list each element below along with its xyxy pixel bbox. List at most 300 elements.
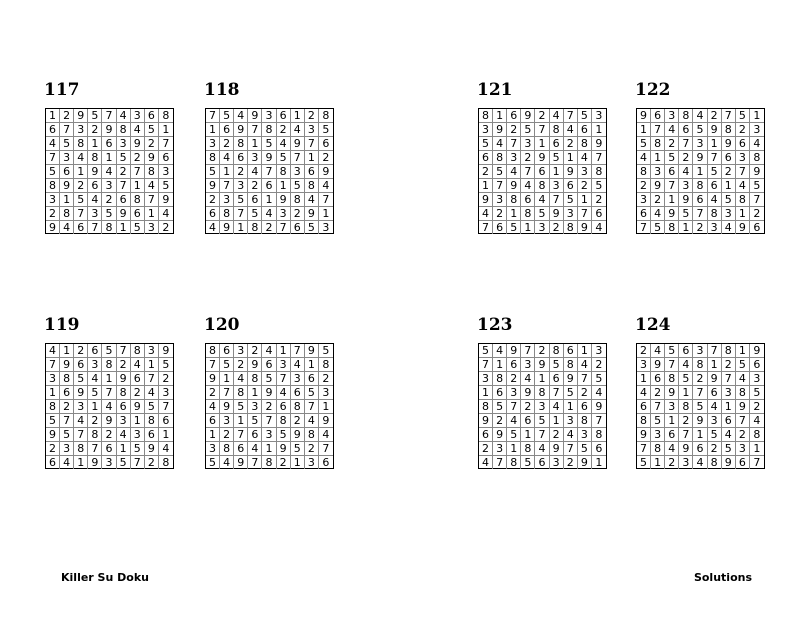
grid-cell: 5 [277, 428, 291, 442]
grid-cell: 6 [262, 179, 276, 193]
grid-cell: 6 [159, 151, 173, 165]
grid-cell: 2 [262, 400, 276, 414]
grid-cell: 5 [535, 414, 549, 428]
grid-cell: 4 [507, 165, 521, 179]
grid-cell: 7 [248, 123, 262, 137]
grid-cell: 9 [145, 151, 159, 165]
grid-cell: 8 [479, 109, 493, 123]
grid-cell: 6 [578, 400, 592, 414]
grid-cell: 5 [206, 165, 220, 179]
grid-cell: 2 [131, 386, 145, 400]
grid-cell: 9 [651, 179, 665, 193]
grid-cell: 1 [722, 400, 736, 414]
grid-cell: 3 [319, 386, 333, 400]
grid-cell: 4 [651, 344, 665, 358]
grid-cell: 5 [159, 358, 173, 372]
grid-cell: 7 [708, 151, 722, 165]
puzzle-number: 118 [204, 80, 240, 100]
grid-cell: 6 [262, 358, 276, 372]
grid-cell: 2 [479, 442, 493, 456]
grid-cell: 6 [665, 428, 679, 442]
grid-cell: 3 [88, 207, 102, 221]
grid-cell: 3 [145, 221, 159, 234]
grid-cell: 5 [102, 344, 116, 358]
grid-cell: 2 [220, 428, 234, 442]
grid-cell: 4 [595, 221, 603, 234]
grid-cell: 7 [262, 165, 276, 179]
grid-cell: 4 [291, 358, 305, 372]
puzzle-number: 124 [635, 315, 671, 335]
grid-cell: 3 [637, 193, 651, 207]
grid-cell: 1 [708, 358, 722, 372]
puzzle-number: 119 [44, 315, 80, 335]
grid-cell: 4 [479, 207, 493, 221]
grid-cell: 3 [679, 179, 693, 193]
grid-cell: 4 [665, 123, 679, 137]
grid-cell: 6 [564, 344, 578, 358]
grid-cell: 3 [248, 400, 262, 414]
grid-cell: 7 [88, 442, 102, 456]
grid-cell: 3 [117, 137, 131, 151]
grid-cell: 7 [708, 344, 722, 358]
grid-cell: 4 [493, 137, 507, 151]
grid-cell: 1 [479, 386, 493, 400]
grid-cell: 1 [679, 386, 693, 400]
grid-cell: 3 [493, 442, 507, 456]
grid-cell: 9 [319, 165, 333, 179]
grid-cell: 7 [262, 414, 276, 428]
grid-cell: 8 [535, 386, 549, 400]
grid-cell: 1 [550, 165, 564, 179]
grid-cell: 6 [102, 137, 116, 151]
grid-cell: 8 [262, 456, 276, 469]
grid-cell: 3 [88, 358, 102, 372]
grid-cell: 7 [521, 344, 535, 358]
grid-cell: 9 [493, 428, 507, 442]
grid-cell: 3 [220, 414, 234, 428]
grid-cell: 2 [60, 109, 74, 123]
grid-cell: 7 [535, 428, 549, 442]
sudoku-grid [205, 343, 334, 469]
grid-cell: 6 [521, 193, 535, 207]
grid-cell: 3 [651, 428, 665, 442]
grid-cell: 5 [651, 414, 665, 428]
grid-cell: 3 [550, 179, 564, 193]
grid-cell: 8 [665, 372, 679, 386]
grid-cell: 2 [578, 179, 592, 193]
grid-cell: 7 [74, 428, 88, 442]
grid-cell: 7 [693, 386, 707, 400]
grid-cell: 8 [234, 386, 248, 400]
grid-cell: 2 [220, 137, 234, 151]
grid-cell: 5 [564, 386, 578, 400]
grid-cell: 6 [291, 221, 305, 234]
grid-cell: 2 [736, 123, 750, 137]
grid-cell: 9 [708, 372, 722, 386]
grid-cell: 4 [60, 221, 74, 234]
grid-cell: 1 [535, 372, 549, 386]
grid-cell: 6 [708, 179, 722, 193]
grid-cell: 9 [535, 151, 549, 165]
grid-cell: 6 [60, 165, 74, 179]
grid-cell: 8 [102, 358, 116, 372]
grid-cell: 9 [88, 165, 102, 179]
grid-cell: 5 [722, 193, 736, 207]
grid-cell: 3 [248, 151, 262, 165]
grid-cell: 2 [550, 428, 564, 442]
grid-cell: 9 [550, 207, 564, 221]
grid-cell: 1 [291, 456, 305, 469]
grid-cell: 5 [234, 400, 248, 414]
grid-cell: 5 [131, 442, 145, 456]
grid-cell: 8 [88, 151, 102, 165]
grid-cell: 5 [248, 207, 262, 221]
grid-cell: 6 [507, 358, 521, 372]
grid-cell: 5 [46, 165, 60, 179]
grid-cell: 9 [248, 109, 262, 123]
grid-cell: 9 [60, 358, 74, 372]
grid-cell: 7 [291, 151, 305, 165]
grid-cell: 9 [291, 137, 305, 151]
grid-cell: 1 [319, 207, 333, 221]
grid-cell: 8 [507, 456, 521, 469]
grid-cell: 6 [693, 442, 707, 456]
grid-cell: 6 [535, 165, 549, 179]
grid-cell: 7 [535, 123, 549, 137]
grid-cell: 9 [220, 221, 234, 234]
grid-cell: 3 [507, 386, 521, 400]
grid-cell: 3 [305, 123, 319, 137]
grid-cell: 7 [145, 193, 159, 207]
grid-cell: 8 [162, 456, 170, 469]
grid-cell: 6 [736, 137, 750, 151]
grid-cell: 3 [102, 179, 116, 193]
grid-cell: 6 [305, 372, 319, 386]
grid-cell: 9 [159, 193, 173, 207]
sudoku-grid [45, 343, 174, 469]
grid-cell: 8 [693, 179, 707, 193]
grid-cell: 5 [493, 400, 507, 414]
grid-cell: 7 [145, 372, 159, 386]
grid-cell: 9 [291, 428, 305, 442]
grid-cell: 3 [291, 372, 305, 386]
grid-cell: 3 [637, 358, 651, 372]
grid-cell: 9 [234, 456, 248, 469]
grid-cell: 3 [535, 221, 549, 234]
grid-cell: 8 [277, 414, 291, 428]
grid-cell: 8 [60, 372, 74, 386]
grid-cell: 2 [493, 207, 507, 221]
grid-cell: 2 [88, 123, 102, 137]
grid-cell: 8 [507, 193, 521, 207]
grid-cell: 6 [722, 414, 736, 428]
grid-cell: 9 [46, 428, 60, 442]
grid-cell: 6 [131, 207, 145, 221]
grid-cell: 1 [159, 428, 173, 442]
grid-cell: 2 [693, 372, 707, 386]
grid-cell: 3 [277, 207, 291, 221]
grid-cell: 1 [145, 358, 159, 372]
grid-cell: 2 [693, 221, 707, 234]
grid-cell: 3 [74, 400, 88, 414]
grid-cell: 9 [206, 179, 220, 193]
grid-cell: 5 [750, 386, 764, 400]
grid-cell: 3 [159, 386, 173, 400]
grid-cell: 8 [550, 344, 564, 358]
grid-cell: 7 [46, 358, 60, 372]
grid-cell: 2 [564, 137, 578, 151]
grid-cell: 2 [708, 442, 722, 456]
grid-cell: 4 [722, 428, 736, 442]
grid-cell: 4 [736, 179, 750, 193]
grid-cell: 5 [262, 372, 276, 386]
grid-cell: 4 [493, 344, 507, 358]
grid-cell: 7 [637, 442, 651, 456]
grid-cell: 7 [507, 137, 521, 151]
grid-cell: 7 [206, 109, 220, 123]
grid-cell: 7 [60, 123, 74, 137]
grid-cell: 9 [248, 358, 262, 372]
grid-cell: 8 [493, 151, 507, 165]
grid-cell: 7 [479, 221, 493, 234]
grid-cell: 3 [305, 456, 319, 469]
grid-cell: 3 [493, 193, 507, 207]
grid-cell: 4 [708, 400, 722, 414]
grid-cell: 3 [750, 372, 764, 386]
grid-cell: 9 [722, 456, 736, 469]
grid-cell: 5 [578, 109, 592, 123]
grid-cell: 9 [88, 456, 102, 469]
grid-cell: 2 [234, 165, 248, 179]
grid-cell: 9 [102, 123, 116, 137]
grid-cell: 6 [708, 386, 722, 400]
grid-cell: 9 [651, 358, 665, 372]
puzzle-number: 120 [204, 315, 240, 335]
grid-cell: 8 [736, 386, 750, 400]
grid-cell: 2 [637, 179, 651, 193]
grid-cell: 3 [665, 400, 679, 414]
grid-cell: 2 [248, 344, 262, 358]
grid-cell: 6 [479, 428, 493, 442]
grid-cell: 7 [550, 193, 564, 207]
grid-cell: 8 [206, 151, 220, 165]
grid-cell: 4 [131, 123, 145, 137]
grid-cell: 6 [637, 400, 651, 414]
grid-cell: 9 [262, 151, 276, 165]
grid-cell: 1 [736, 207, 750, 221]
grid-cell: 3 [507, 151, 521, 165]
grid-cell: 9 [319, 414, 333, 428]
grid-cell: 1 [507, 442, 521, 456]
grid-cell: 7 [564, 442, 578, 456]
grid-cell: 6 [248, 193, 262, 207]
grid-cell: 9 [277, 193, 291, 207]
grid-cell: 5 [60, 428, 74, 442]
grid-cell: 1 [234, 221, 248, 234]
grid-cell: 4 [637, 386, 651, 400]
grid-cell: 5 [693, 400, 707, 414]
grid-cell: 4 [277, 137, 291, 151]
grid-cell: 8 [277, 165, 291, 179]
grid-cell: 4 [305, 414, 319, 428]
grid-cell: 4 [145, 386, 159, 400]
grid-cell: 8 [145, 414, 159, 428]
grid-cell: 3 [521, 137, 535, 151]
grid-cell: 5 [74, 372, 88, 386]
footer-book-title: Killer Su Doku [61, 571, 149, 584]
grid-cell: 1 [665, 193, 679, 207]
grid-cell: 1 [305, 151, 319, 165]
grid-cell: 9 [117, 372, 131, 386]
grid-cell: 6 [736, 456, 750, 469]
grid-cell: 9 [220, 400, 234, 414]
grid-cell: 8 [665, 221, 679, 234]
grid-cell: 9 [679, 193, 693, 207]
grid-cell: 6 [220, 123, 234, 137]
grid-cell: 8 [145, 165, 159, 179]
grid-cell: 9 [578, 221, 592, 234]
grid-cell: 7 [578, 372, 592, 386]
grid-cell: 9 [693, 151, 707, 165]
grid-cell: 2 [74, 179, 88, 193]
grid-cell: 2 [159, 372, 173, 386]
grid-cell: 4 [693, 456, 707, 469]
grid-cell: 1 [651, 456, 665, 469]
grid-cell: 1 [206, 123, 220, 137]
grid-cell: 3 [693, 344, 707, 358]
grid-cell: 2 [679, 151, 693, 165]
grid-cell: 6 [550, 137, 564, 151]
grid-cell: 3 [693, 137, 707, 151]
grid-cell: 9 [305, 344, 319, 358]
grid-cell: 8 [117, 123, 131, 137]
grid-cell: 1 [46, 386, 60, 400]
grid-cell: 7 [277, 372, 291, 386]
grid-cell: 3 [479, 372, 493, 386]
grid-cell: 8 [74, 442, 88, 456]
footer-section-title: Solutions [693, 571, 752, 584]
grid-cell: 2 [319, 151, 333, 165]
grid-cell: 4 [159, 207, 173, 221]
grid-cell: 9 [578, 456, 592, 469]
grid-cell: 4 [535, 193, 549, 207]
grid-cell: 1 [493, 358, 507, 372]
grid-cell: 3 [535, 400, 549, 414]
grid-cell: 7 [679, 428, 693, 442]
grid-cell: 9 [679, 442, 693, 456]
grid-cell: 6 [637, 207, 651, 221]
grid-cell: 3 [578, 165, 592, 179]
grid-cell: 1 [592, 123, 606, 137]
grid-cell: 5 [592, 372, 606, 386]
grid-cell: 9 [102, 414, 116, 428]
grid-cell: 1 [234, 414, 248, 428]
grid-cell: 2 [521, 151, 535, 165]
grid-cell: 6 [60, 386, 74, 400]
grid-cell: 3 [102, 456, 116, 469]
grid-cell: 1 [46, 109, 60, 123]
grid-cell: 8 [248, 221, 262, 234]
grid-cell: 5 [637, 456, 651, 469]
grid-cell: 9 [117, 207, 131, 221]
grid-cell: 7 [665, 179, 679, 193]
grid-cell: 1 [564, 151, 578, 165]
grid-cell: 2 [162, 221, 170, 234]
grid-cell: 5 [234, 193, 248, 207]
grid-cell: 4 [679, 165, 693, 179]
grid-cell: 6 [74, 358, 88, 372]
grid-cell: 3 [679, 456, 693, 469]
grid-cell: 5 [305, 386, 319, 400]
grid-cell: 5 [535, 207, 549, 221]
grid-cell: 8 [220, 442, 234, 456]
grid-cell: 6 [159, 414, 173, 428]
grid-cell: 2 [305, 109, 319, 123]
grid-cell: 6 [507, 109, 521, 123]
grid-cell: 8 [46, 400, 60, 414]
grid-cell: 3 [592, 109, 606, 123]
grid-cell: 8 [651, 137, 665, 151]
grid-cell: 8 [291, 193, 305, 207]
grid-cell: 8 [291, 400, 305, 414]
grid-cell: 3 [592, 344, 606, 358]
grid-cell: 7 [493, 456, 507, 469]
grid-cell: 4 [479, 456, 493, 469]
grid-cell: 9 [564, 372, 578, 386]
grid-cell: 1 [220, 165, 234, 179]
grid-cell: 1 [60, 193, 74, 207]
grid-cell: 4 [578, 358, 592, 372]
grid-cell: 6 [277, 400, 291, 414]
grid-cell: 8 [131, 193, 145, 207]
grid-cell: 7 [750, 193, 764, 207]
grid-cell: 9 [234, 123, 248, 137]
grid-cell: 5 [117, 456, 131, 469]
grid-cell: 3 [708, 221, 722, 234]
grid-cell: 9 [722, 137, 736, 151]
grid-cell: 2 [651, 386, 665, 400]
grid-cell: 1 [262, 193, 276, 207]
grid-cell: 8 [117, 386, 131, 400]
grid-cell: 4 [248, 442, 262, 456]
grid-cell: 9 [206, 372, 220, 386]
grid-cell: 3 [479, 123, 493, 137]
grid-cell: 4 [102, 400, 116, 414]
grid-cell: 2 [507, 372, 521, 386]
grid-cell: 3 [736, 151, 750, 165]
grid-cell: 3 [60, 151, 74, 165]
grid-cell: 7 [131, 456, 145, 469]
grid-cell: 2 [578, 386, 592, 400]
grid-cell: 4 [521, 372, 535, 386]
grid-cell: 2 [521, 400, 535, 414]
sudoku-grid [45, 108, 174, 234]
grid-cell: 1 [277, 179, 291, 193]
grid-cell: 2 [206, 193, 220, 207]
grid-cell: 2 [291, 414, 305, 428]
grid-cell: 3 [131, 428, 145, 442]
grid-cell: 6 [550, 372, 564, 386]
grid-cell: 3 [234, 344, 248, 358]
grid-cell: 1 [117, 221, 131, 234]
grid-cell: 8 [248, 372, 262, 386]
grid-cell: 7 [550, 386, 564, 400]
grid-cell: 4 [592, 386, 606, 400]
grid-cell: 6 [145, 109, 159, 123]
grid-cell: 8 [592, 428, 606, 442]
grid-cell: 9 [131, 400, 145, 414]
grid-cell: 7 [578, 207, 592, 221]
